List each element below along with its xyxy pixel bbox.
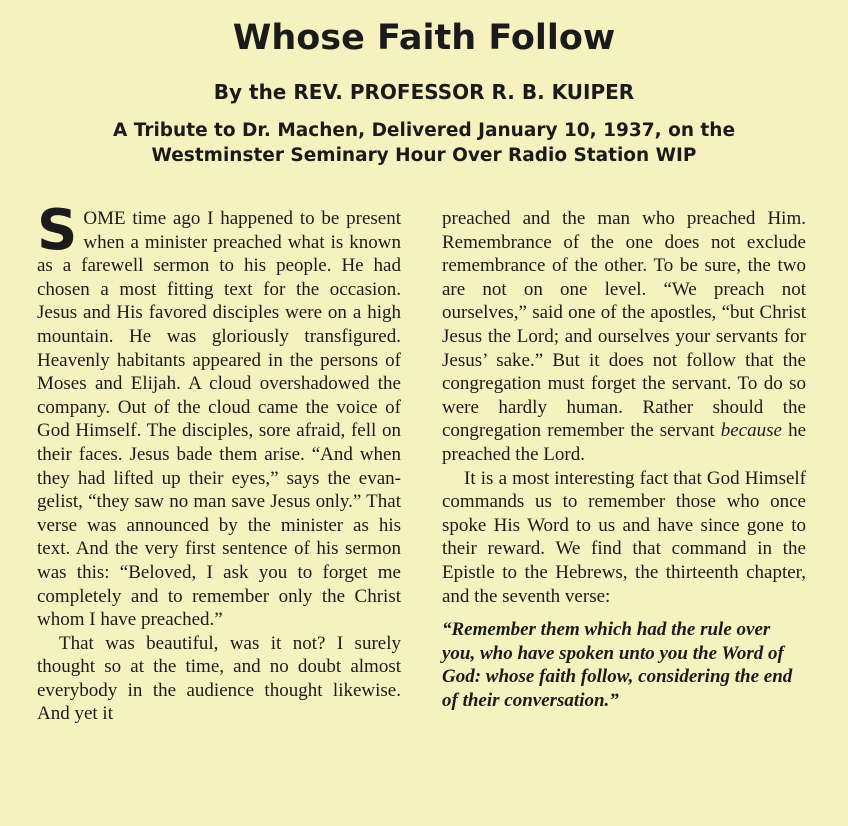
right-paragraph-1-emphasis: because (720, 420, 782, 442)
right-paragraph-1 (442, 207, 806, 467)
scripture-quote: “Remember them which had the rule over you, who have spoken unto you the Word of God: whose faith follow, considering the end of their conversation.” (442, 619, 793, 711)
right-column (442, 207, 806, 712)
left-paragraph-2: That was beautiful, was it not? I surely thought so at the time, and no doubt almost everybody in the audience thought likewise. And yet it (37, 632, 401, 725)
right-paragraph-2: It is a most interesting fact that God Himself commands us to remember those who once spoke His Word to us and have since gone to their reward. We find that command in the Epistle to the Hebrews, the thirteenth chapter, and the seventh verse: (442, 467, 806, 607)
left-column (37, 198, 401, 726)
drop-cap: S (37, 198, 78, 263)
right-paragraph-1-end: he preached the Lord. (442, 420, 807, 465)
article-title: Whose Faith Follow (232, 18, 616, 58)
left-paragraph-1-text: OME time ago I happened to be present when a minister preached what is known as a farewell sermon to his people. He had chosen a most fitting text for the occasion. Jesus and His favored disciples were on a high mountain. He was gloriously transfigured. Heavenly habitants appeared in the persons of Moses and Elijah. A cloud overshadowed the company. Out of the cloud came the voice of God Himself. The disciples, sore afraid, fell on their faces. Jesus bade them arise. “And when they had lifted up their eyes,” says the evangelist, “they saw no man save Jesus only.” That verse was announced by the minister as his text. And the very first sentence of his sermon was this: “Beloved, I ask you to forget me completely and to remember only the Christ whom I have preached.” (37, 208, 401, 631)
article-subtitle: A Tribute to Dr. Machen, Delivered January 10, 1937, on the Westminster Seminary Hour Over Radio Station WIP (113, 120, 735, 166)
left-paragraph-1 (37, 198, 401, 632)
article-byline: By the REV. PROFESSOR R. B. KUIPER (213, 80, 635, 104)
right-paragraph-1-text: preached and the man who preached Him. Remembrance of the one does not exclude remembrance of the other. To be sure, the two are not on one level. “We preach not ourselves,” said one of the apostles, “but Christ Jesus the Lord; and ourselves your servants for Jesus’ sake.” But it does not follow that the congregation must forget the servant. To do so were hardly human. Rather should the congregation remember the servant (442, 208, 806, 442)
